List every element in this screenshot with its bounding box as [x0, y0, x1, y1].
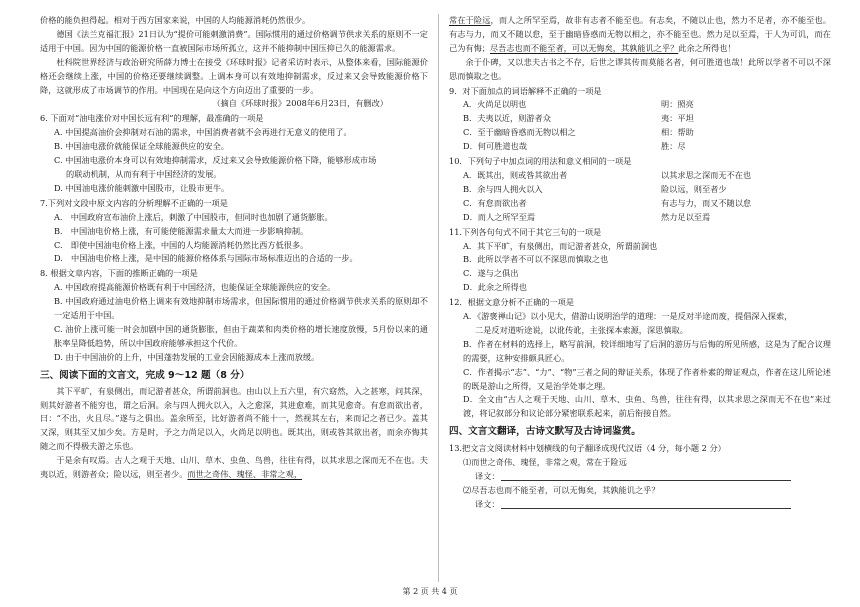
option: D. 中国油电涨价能刺激中国股市，让股市更牛。: [54, 182, 230, 193]
option: C. 中国油电涨价本身可以有效地抑制需求，反过来又会导致能源价格下降，能够形成市场: [54, 155, 377, 166]
question-8-stem: 8. 根据文章内容，下面的推断正确的一项是: [40, 268, 198, 279]
answer-label: 译文：: [475, 471, 500, 482]
right-column: [449, 14, 831, 512]
option-row: [449, 183, 831, 197]
question-12-stem: 12．根据文意分析不正确的一项是: [449, 297, 575, 308]
option-row: [449, 211, 831, 225]
option: D. 中国油电价格上涨，是中国的能源价格体系与国际市场标准迈出的合适的一步。: [54, 253, 358, 264]
page-footer: 第 2 页 共 4 页: [402, 587, 458, 596]
option-row: [449, 140, 831, 154]
classical-passage: [40, 454, 428, 482]
option-row: [449, 98, 831, 112]
option: B. 中国政府通过油电价格上调来有效地抑制市场需求，但国际惯用的通过价格调节供求关系的原则却不一定适用于中国。: [54, 296, 428, 321]
underlined-sentence: 而世之奇伟、瑰怪、非常之观，: [187, 469, 303, 480]
answer-blank: [501, 498, 791, 509]
option-gloss: 夷：平坦: [661, 113, 694, 124]
classical-passage: 其下平旷，有泉侧出，而记游者甚众，所谓前洞也。由山以上五六里，有穴窈然，入之甚寒，问其深，则其好游者不能穷也，谓之后洞。余与四人拥火以入，入之愈深，其进愈难，而其见愈奇。有怠而欲出者，曰：“不出，火且尽。”遂与之俱出。盖余所至，比好游者尚不能十一，然视其左右，来而记之者已少。盖其又深，则其至又加少矣。方是时，予之力尚足以入，火尚足以明也。既其出，则或咎其欲出者，而余亦悔其随之而不得极夫游之乐也。: [40, 385, 428, 452]
option-continued: 的联动机制，从而有利于中国经济的发展。: [66, 168, 222, 179]
option-pair: 以其求思之深而无不在也: [661, 169, 752, 180]
option-row: [449, 197, 831, 211]
option-gloss: 相：帮助: [661, 127, 694, 138]
option: A. 中国政府提高能源价格既有利于中国经济，也能保证全球能源供应的安全。: [54, 282, 336, 293]
left-column: [40, 14, 428, 482]
option-row: [449, 126, 831, 140]
paragraph: 杜科院世界经济与政治研究所薛力博士在接受《环球时报》记者采访时表示，从整体来看，国际能源价格还会继续上涨，中国的价格还要继续调整。上调本身可以有效地抑制需求，反过来又会导致能源价格下降，这就形成了市场调节的作用。中国现在是向这个方向迈出了重要的一步。: [40, 56, 428, 95]
underlined-sentence: 常在于险远: [449, 15, 491, 25]
underlined-sentence: 尽吾志也而不能至者，可以无悔矣，其孰能讥之乎？: [489, 42, 679, 53]
text: 于是余有叹焉。古人之观于天地、山川、草木、虫鱼、鸟兽，往往有得，以其求思之深而无不在也。夫夷以近，则游者众；险以远，则至者少。: [40, 455, 428, 480]
option-pair: 然力足以至焉: [661, 211, 711, 222]
text: ，而人之所罕至焉，故非有志者不能至也。有志矣，不随以止也，然力不足者，亦不能至也。有志与力，而又不随以怠，至于幽暗昏惑而无物以相之，亦不能至也。然力足以至焉，于人为可讥，而在己为有悔；: [449, 15, 831, 53]
text: 此余之所得也！: [678, 42, 736, 53]
option: D．而人之所罕至焉: [463, 211, 536, 222]
translation-sentence-1: ⑴而世之奇伟、瑰怪，非常之观，常在于险远: [463, 457, 627, 468]
question-6-stem: 6. 下面对“油电涨价对中国长远有利”的理解，最准确的一项是: [40, 113, 264, 124]
option: B．余与四人拥火以入: [463, 183, 543, 194]
classical-passage: [449, 14, 831, 56]
section-4-heading: 四、文言文翻译，古诗文默写及古诗词鉴赏。: [449, 426, 641, 438]
option-pair: 有志与力，而又不随以怠: [661, 197, 752, 208]
question-9-stem: 9．对下面加点的词语解释不正确的一项是: [449, 85, 602, 96]
option-pair: 险以远，则至者少: [661, 183, 727, 194]
option: B. 中国油电涨价就能保证全球能源供应的安全。: [54, 141, 229, 152]
option-gloss: 明：照亮: [661, 99, 694, 110]
option: A. 中国政府宣布油价上涨后，刺激了中国股市，但同时也加剧了通货膨胀。: [54, 211, 333, 222]
option: D．何可胜道也哉: [463, 141, 527, 152]
answer-label: 译文：: [475, 498, 500, 509]
answer-blank: [501, 470, 791, 481]
option-row: [449, 112, 831, 126]
option: A．既其出，则或咎其欲出者: [463, 169, 568, 180]
question-7-stem: 7.下列对文段中原文内容的分析理解不正确的一项是: [40, 197, 228, 208]
answer-line: [449, 498, 831, 512]
option-row: [449, 169, 831, 183]
option: C．有怠而欲出者: [463, 197, 527, 208]
option: B．作者在材料的选择上，略写前洞，较详细地写了后洞的游历与后悔的所见所感，这是为了配合议理的需要，这种安排颇具匠心。: [463, 338, 831, 363]
question-13-stem: 13.把文言文阅读材料中划横线的句子翻译成现代汉语（4 分，每小题 2 分）: [449, 443, 726, 454]
option: A．火尚足以明也: [463, 99, 527, 110]
source-citation: （摘自《环球时报》2008年6月23日，有删改）: [212, 98, 388, 109]
option: C．遂与之俱出: [463, 268, 519, 279]
option: C. 油价上涨可能一时会加剧中国的通货膨胀，但由于蔬菜和肉类价格的增长速度放慢，5月份以来的通胀率呈降低趋势，所以中国政府能够承担这个代价。: [54, 323, 428, 348]
column-divider: [438, 14, 439, 582]
question-10-stem: 10．下列句子中加点词的用法和意义相同的一项是: [449, 156, 632, 167]
paragraph: 价格的能负担得起。相对于西方国家来说，中国的人均能源消耗仍然很少。: [40, 15, 311, 25]
question-11-stem: 11.下列各句句式不同于其它三句的一项是: [449, 226, 602, 237]
option-continued: 二是反对道听途说，以讹传讹，主张探本索源，深思慎取。: [475, 324, 688, 335]
option: A. 中国提高油价会抑制对石油的需求，中国消费者就不会再进行无意义的使用了。: [54, 127, 352, 138]
option: A．《游褒禅山记》以小见大，借游山说明治学的道理：一是反对半途而废，提倡深入探索，: [463, 311, 793, 322]
option: D．全文由“古人之观于天地、山川、草木、虫鱼、鸟兽，往往有得，以其求思之深而无不在也”来过渡，将记叙部分和议论部分紧密联系起来，前后衔接自然。: [463, 394, 831, 419]
option-gloss: 胜：尽: [661, 141, 686, 152]
option: B. 中国油电价格上涨，有可能使能源需求量太大而进一步影响抑制。: [54, 225, 309, 236]
option: C. 即使中国油电价格上涨，中国的人均能源消耗仍然比西方低很多。: [54, 239, 309, 250]
option: B．夫夷以近，则游者众: [463, 113, 551, 124]
option: B．此所以学者不可以不深思而慎取之也: [463, 254, 609, 265]
paragraph: 德国《法兰克福汇报》21日认为“提价可能刺激消费”。国际惯用的通过价格调节供求关系的原则不一定适用于中国。因为中国的能源价格一直被国际市场所孤立，这并不能抑制中国压抑已久的能源需求。: [40, 28, 428, 53]
option: C．作者揭示“志”、“力”、“物”三者之间的辩证关系，体现了作者朴素的辩证观点，作者在这儿所论述的既是游山之所得，又是治学处事之理。: [463, 366, 831, 391]
option: A．其下平旷，有泉侧出，而记游者甚众，所谓前洞也: [463, 240, 658, 251]
option: C．至于幽暗昏惑而无物以相之: [463, 127, 576, 138]
section-3-heading: 三、阅读下面的文言文，完成 9～12 题（8 分）: [40, 369, 250, 381]
translation-sentence-2: ⑵尽吾志也而不能至者，可以无悔矣，其孰能讥之乎？: [463, 485, 660, 495]
option: D．此余之所得也: [463, 282, 527, 293]
option: D. 由于中国油价的上升，中国蓬勃发展的工业会因能源成本上涨而放缓。: [54, 351, 320, 362]
answer-line: [449, 470, 831, 484]
classical-passage: 余于仆碑，又以悲夫古书之不存，后世之谬其传而莫能名者，何可胜道也哉！此所以学者不可以不深思而慎取之也。: [449, 56, 831, 81]
